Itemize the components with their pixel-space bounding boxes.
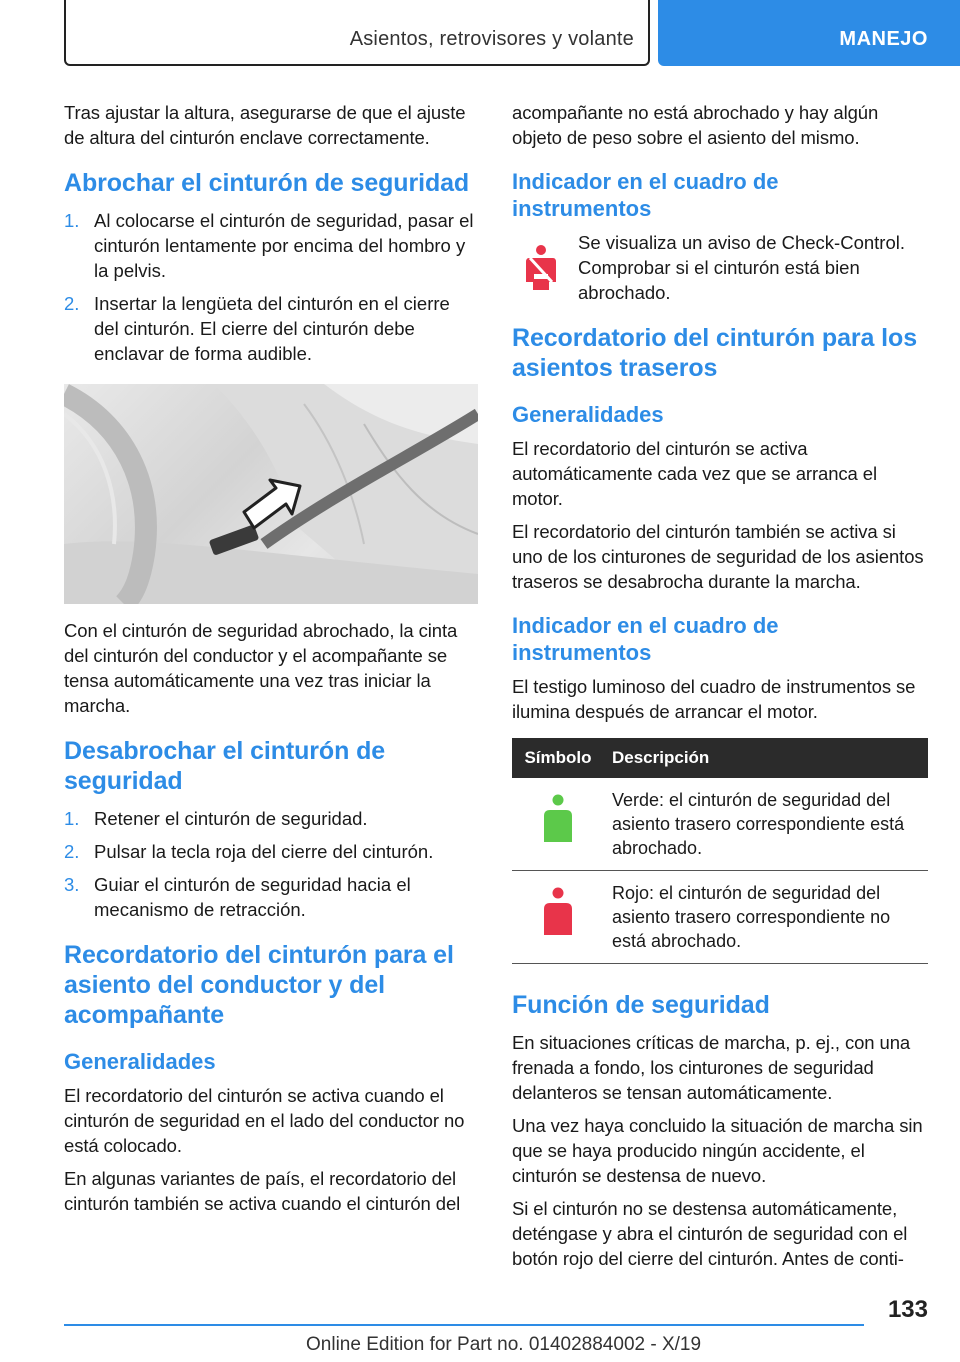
red-seat-occupant-icon	[541, 887, 575, 937]
step-number: 2.	[64, 841, 80, 862]
heading-front-belt-reminder: Recordatorio del cinturón para el asiento del conductor y del acompañante	[64, 941, 454, 1029]
symbol-cell	[512, 871, 604, 964]
page-header	[0, 0, 960, 66]
header-chapter-label: MANEJO	[839, 28, 928, 50]
general-front-paragraph-2: En algunas variantes de país, el recordatorio del cinturón también se activa cuando el cinturón del	[64, 1168, 461, 1214]
step-text: Pulsar la tecla roja del cierre del cinturón.	[94, 841, 434, 862]
step-text: Al colocarse el cinturón de seguridad, pasar el cinturón lentamente por encima del hombro y la pelvis.	[94, 210, 474, 281]
step-number: 2.	[64, 293, 80, 314]
symbol-table	[512, 738, 928, 964]
safety-paragraph-1: En situaciones críticas de marcha, p. ej., con una frenada a fondo, los cinturones de seguridad delanteros se tensan automáticamente.	[512, 1032, 911, 1103]
seatbelt-buckle-photo	[64, 384, 478, 604]
subheading-indicator-rear: Indicador en el cuadro de instrumentos	[512, 613, 779, 665]
description-cell: Verde: el cinturón de seguridad del asiento trasero correspondiente está abrochado.	[604, 778, 928, 871]
step-number: 1.	[64, 808, 80, 829]
heading-safety-function: Función de seguridad	[512, 991, 770, 1019]
footer-divider	[64, 1324, 864, 1326]
table-header-row	[512, 738, 928, 778]
footer-edition: Online Edition for Part no. 01402884002 - X/19	[306, 1334, 702, 1355]
unfasten-steps-list	[64, 806, 478, 922]
symbol-cell	[512, 778, 604, 871]
heading-rear-belt-reminder: Recordatorio del cinturón para los asientos traseros	[512, 324, 917, 382]
list-item	[64, 872, 478, 922]
heading-fasten-belt: Abrochar el cinturón de seguridad	[64, 169, 470, 197]
header-chapter-tab	[658, 0, 960, 66]
table-row	[512, 871, 928, 964]
intro-paragraph: Tras ajustar la altura, asegurarse de que el ajuste de altura del cinturón enclave correctamente.	[64, 102, 466, 148]
safety-paragraph-3: Si el cinturón no se destensa automáticamente, deténgase y abra el cinturón de seguridad con el botón rojo del cierre del cinturón. Antes de conti-	[512, 1198, 908, 1269]
step-number: 1.	[64, 210, 80, 231]
list-item	[64, 806, 478, 831]
continued-paragraph: acompañante no está abrochado y hay algún objeto de peso sobre el asiento del mismo.	[512, 102, 879, 148]
subheading-indicator-front: Indicador en el cuadro de instrumentos	[512, 169, 779, 221]
step-number: 3.	[64, 874, 80, 895]
table-row	[512, 778, 928, 871]
left-column	[64, 100, 478, 1224]
safety-paragraph-2: Una vez haya concluido la situación de marcha sin que se haya producido ningún accidente, el cinturón se destensa de nuevo.	[512, 1115, 923, 1186]
general-front-paragraph-1: El recordatorio del cinturón se activa cuando el cinturón de seguridad en el lado del conductor no está colocado.	[64, 1085, 465, 1156]
green-seat-occupant-icon	[541, 794, 575, 844]
step-text: Guiar el cinturón de seguridad hacia el mecanismo de retracción.	[94, 874, 411, 920]
fasten-steps-list	[64, 208, 478, 366]
list-item	[64, 291, 478, 366]
general-rear-paragraph-2: El recordatorio del cinturón también se activa si uno de los cinturones de seguridad de los asientos traseros se desabrocha durante la marcha.	[512, 521, 924, 592]
subheading-general-rear: Generalidades	[512, 402, 664, 427]
page-number: 133	[887, 1296, 928, 1323]
indicator-rear-paragraph: El testigo luminoso del cuadro de instrumentos se ilumina después de arrancar el motor.	[512, 676, 916, 722]
after-photo-paragraph: Con el cinturón de seguridad abrochado, la cinta del cinturón del conductor y el acompañante se tensa automáticamente una vez tras iniciar la marcha.	[64, 620, 458, 716]
right-column	[512, 100, 928, 1279]
subheading-general-front: Generalidades	[64, 1049, 216, 1074]
check-control-indicator	[512, 230, 928, 305]
general-rear-paragraph-1: El recordatorio del cinturón se activa automáticamente cada vez que se arranca el motor.	[512, 438, 877, 509]
list-item	[64, 839, 478, 864]
description-cell: Rojo: el cinturón de seguridad del asiento trasero correspondiente no está abrochado.	[604, 871, 928, 964]
step-text: Insertar la lengüeta del cinturón en el cierre del cinturón. El cierre del cinturón debe enclavar de forma audible.	[94, 293, 450, 364]
step-text: Retener el cinturón de seguridad.	[94, 808, 368, 829]
column-header-description: Descripción	[604, 738, 928, 778]
list-item	[64, 208, 478, 283]
indicator-description: Se visualiza un aviso de Check-Control. Comprobar si el cinturón está bien abrochado.	[578, 232, 905, 303]
heading-unfasten-belt: Desabrochar el cinturón de seguridad	[64, 737, 386, 795]
header-section-box	[64, 0, 650, 66]
header-section-title: Asientos, retrovisores y volante	[349, 28, 634, 50]
seatbelt-illustration	[64, 384, 478, 604]
column-header-symbol: Símbolo	[512, 738, 604, 778]
belt-warning-icon	[512, 230, 578, 297]
